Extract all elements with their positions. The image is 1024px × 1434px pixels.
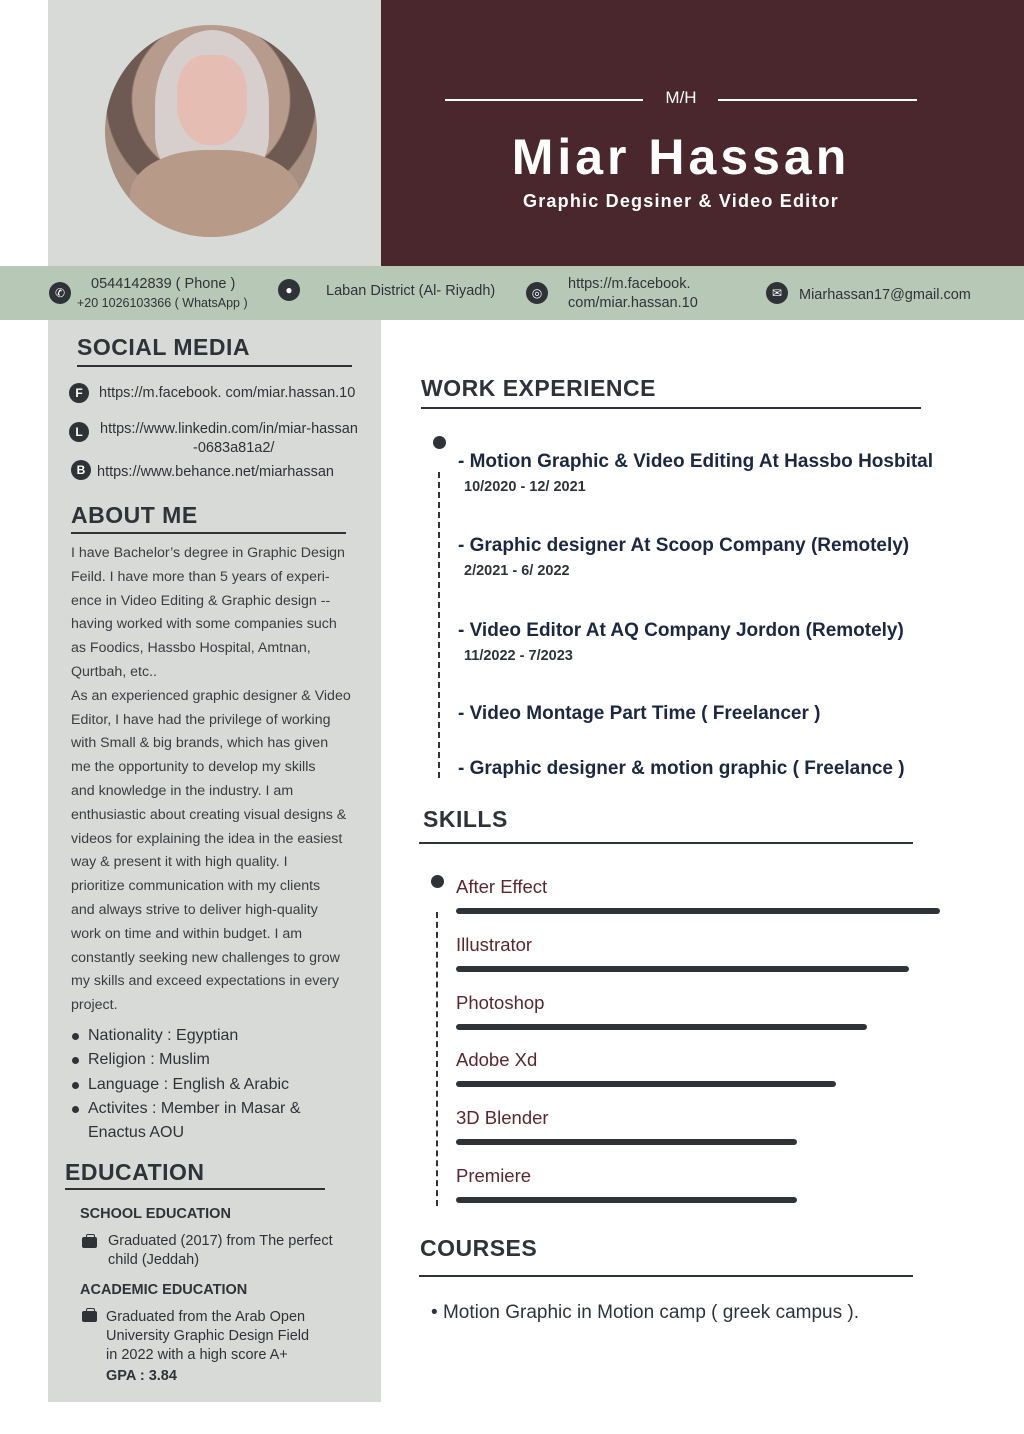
course-item: • Motion Graphic in Motion camp ( greek campus ). <box>431 1302 859 1323</box>
list-item-continued <box>71 1121 361 1145</box>
personal-details-list <box>71 1024 361 1145</box>
skill-level-bar <box>456 908 940 914</box>
job-title: - Motion Graphic & Video Editing At Hassbo Hosbital <box>458 451 934 472</box>
profile-photo <box>105 25 317 237</box>
work-experience-title: WORK EXPERIENCE <box>421 375 656 401</box>
linkedin-link-continued[interactable]: -0683a81a2/ <box>193 440 275 456</box>
email-text[interactable]: Miarhassan17@gmail.com <box>799 287 971 303</box>
facebook-link[interactable]: https://m.facebook. com/miar.hassan.10 <box>99 385 356 401</box>
initials-row <box>445 88 917 112</box>
about-paragraph: I have Bachelor’s degree in Graphic Design Feild. I have more than 5 years of experi- ence in Video Editing & Graphic design -- having worked with some companies such as Foodics, Hassbo Hospital, Amtnan, Qurtbah, etc.. As an experienced graphic designer & Video Editor, I have had the privilege of working with Small & big brands, which has given me the opportunity to develop my skills and knowledge in the industry. I am enthusiastic about creating visual designs & videos for explaining the idea in the easiest way & present it with high quality. I prioritize communication with my clients and always strive to deliver high-quality work on time and within budget. I am constantly seeking new challenges to grow my skills and exceed expectations in every project. <box>71 545 351 1014</box>
skill-name: 3D Blender <box>456 1107 549 1129</box>
photo-fur-collar <box>130 150 300 237</box>
list-item: Language : English & Arabic <box>71 1073 361 1097</box>
list-item-continued-text: Enactus AOU <box>88 1124 185 1142</box>
job-date: 11/2022 - 7/2023 <box>464 648 573 664</box>
skill-level-bar <box>456 1139 797 1145</box>
timeline-dot <box>433 436 446 449</box>
job-date: 10/2020 - 12/ 2021 <box>464 479 586 495</box>
location-pin-icon: ● <box>278 279 300 301</box>
work-experience-underline <box>421 407 921 409</box>
skill-level-bar <box>456 1024 867 1030</box>
phone-primary: 0544142839 ( Phone ) <box>91 276 236 292</box>
briefcase-icon <box>82 1237 97 1248</box>
social-media-title: SOCIAL MEDIA <box>77 334 250 360</box>
globe-icon: ◎ <box>526 282 548 304</box>
phone-whatsapp: +20 1026103366 ( WhatsApp ) <box>77 296 248 310</box>
skill-level-bar <box>456 1081 836 1087</box>
website-line-2[interactable]: com/miar.hassan.10 <box>568 295 698 311</box>
skills-underline <box>419 842 913 844</box>
phone-icon: ✆ <box>49 282 71 304</box>
skill-level-bar <box>456 1197 797 1203</box>
academic-education-text: Graduated from the Arab Open University Graphic Design Field in 2022 with a high score A+ <box>106 1309 310 1363</box>
job-title: - Graphic designer & motion graphic ( Freelance ) <box>458 758 905 779</box>
linkedin-link[interactable]: https://www.linkedin.com/in/miar-hassan <box>100 421 358 437</box>
about-me-title: ABOUT ME <box>71 502 198 528</box>
contact-bar <box>0 266 1024 320</box>
website-line-1[interactable]: https://m.facebook. <box>568 276 691 292</box>
gpa: GPA : 3.84 <box>106 1368 177 1384</box>
skills-timeline-dot <box>431 875 444 888</box>
skill-name: Premiere <box>456 1165 532 1186</box>
skills-dashed-line <box>436 912 438 1206</box>
skill-name: Adobe Xd <box>456 1049 538 1071</box>
initials: M/H <box>665 88 697 107</box>
education-title: EDUCATION <box>65 1159 205 1185</box>
timeline-dashed-line <box>438 472 440 778</box>
initials-line-right <box>718 99 917 101</box>
course-item-text: Motion Graphic in Motion camp ( greek campus ). <box>442 1302 859 1323</box>
skills-title: SKILLS <box>423 806 508 832</box>
list-item: Nationality : Egyptian <box>71 1024 361 1048</box>
full-name: Miar Hassan <box>511 129 851 185</box>
behance-icon: B <box>71 460 91 480</box>
education-underline <box>65 1188 325 1190</box>
school-education-text: Graduated (2017) from The perfect child (Jeddah) <box>108 1233 333 1268</box>
job-title: - Graphic designer At Scoop Company (Remotely) <box>458 535 910 556</box>
job-role: Graphic Degsiner & Video Editor <box>523 191 839 211</box>
academic-education-title: ACADEMIC EDUCATION <box>80 1282 248 1298</box>
job-title: - Video Editor At AQ Company Jordon (Remotely) <box>458 620 904 641</box>
courses-underline <box>419 1275 913 1277</box>
briefcase-icon <box>82 1311 97 1322</box>
location-text: Laban District (Al- Riyadh) <box>326 283 496 299</box>
about-me-underline <box>71 532 346 534</box>
email-icon: ✉ <box>766 282 788 304</box>
about-me-text <box>71 542 363 1018</box>
photo-face <box>177 55 247 145</box>
skill-name: Illustrator <box>456 933 533 955</box>
list-item: Religion : Muslim <box>71 1048 361 1072</box>
job-date: 2/2021 - 6/ 2022 <box>464 563 570 579</box>
skill-name: After Effect <box>456 876 548 897</box>
skill-level-bar <box>456 966 909 972</box>
job-title: - Video Montage Part Time ( Freelancer ) <box>458 703 821 724</box>
facebook-icon: F <box>69 383 89 403</box>
skill-name: Photoshop <box>456 991 545 1013</box>
social-media-underline <box>77 365 352 367</box>
behance-link[interactable]: https://www.behance.net/miarhassan <box>97 464 334 480</box>
school-education-title: SCHOOL EDUCATION <box>80 1206 231 1222</box>
courses-title: COURSES <box>420 1235 538 1261</box>
list-item: Activites : Member in Masar & <box>71 1097 361 1121</box>
linkedin-icon: L <box>69 422 89 442</box>
